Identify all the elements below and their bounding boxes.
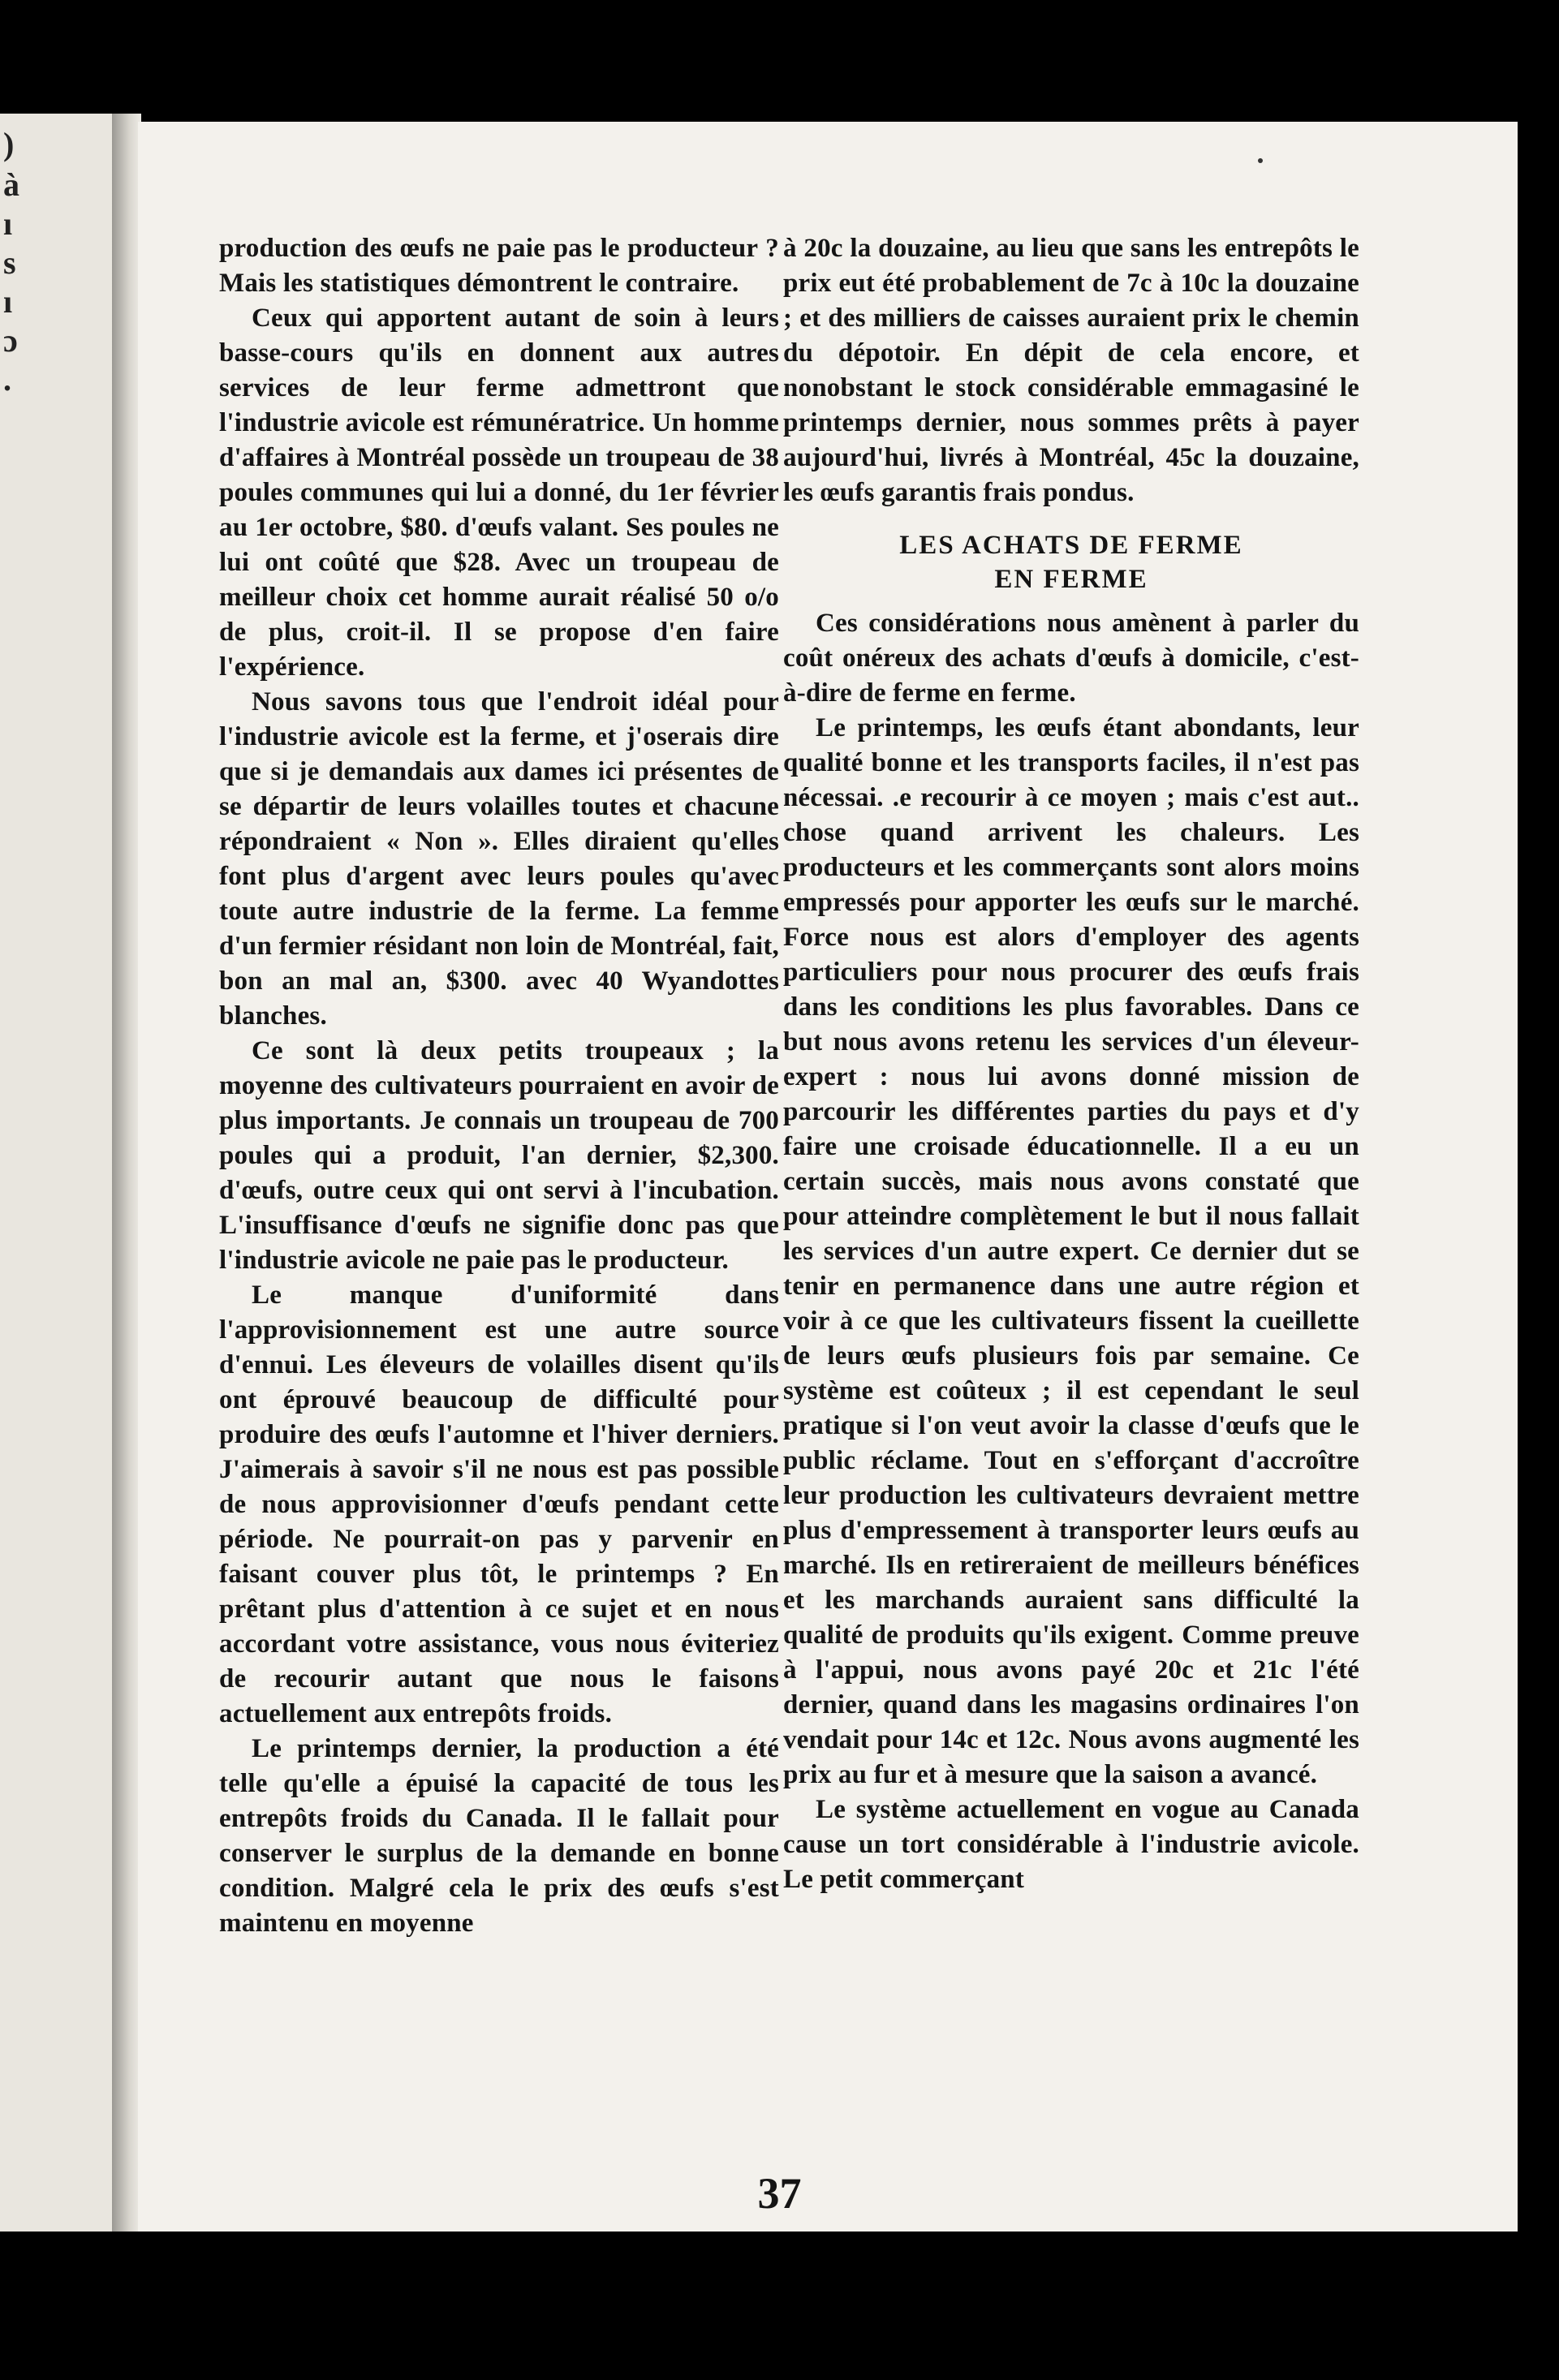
- paragraph: Ceux qui apportent autant de soin à leurs basse-cours qu'ils en donnent aux autres services de leur ferme admettront que l'industrie avicole est rémunératrice. Un homme d'affaires à Montréal possède un troupeau de 38 poules communes qui lui a donné, du 1er février au 1er octobre, $80. d'œufs valant. Ses poules ne lui ont coûté que $28. Avec un troupeau de meilleur choix cet homme aurait réalisé 50 o/o de plus, croit-il. Il se propose d'en faire l'expérience.: [219, 303, 779, 682]
- paragraph: Nous savons tous que l'endroit idéal pour l'industrie avicole est la ferme, et j'oserais dire que si je demandais aux dames ici présentes de se départir de leurs volailles toutes et chacune répondraient « Non ». Elles diraient qu'elles font plus d'argent avec leurs poules qu'avec toute autre industrie de la ferme. La femme d'un fermier résidant non loin de Montréal, fait, bon an mal an, $300. avec 40 Wyandottes blanches.: [219, 687, 779, 1031]
- edge-mark: à: [3, 166, 19, 203]
- facing-page-text-fragments: [0, 114, 24, 600]
- paragraph: Le printemps dernier, la production a été telle qu'elle a épuisé la capacité de tous les entrepôts froids du Canada. Il le fallait pour conserver le surplus de la demande en bonne condition. Malgré cela le prix des œufs s'est maintenu en moyenne: [219, 1734, 779, 1938]
- paragraph: à 20c la douzaine, au lieu que sans les entrepôts le prix eut été probablement de 7c à 10c la douzaine ; et des milliers de caisses auraient prix le chemin du dépotoir. En dépit de cela encore, et nonobstant le stock considérable emmagasiné le printemps dernier, nous sommes prêts à payer aujourd'hui, livrés à Montréal, 45c la douzaine, les œufs garantis frais pondus.: [783, 234, 1359, 507]
- edge-mark: s: [3, 244, 16, 281]
- right-text-column: [783, 231, 1359, 1897]
- edge-mark: ɔ: [3, 322, 18, 359]
- edge-mark: .: [3, 361, 11, 398]
- paragraph: Le système actuellement en vogue au Canada cause un tort considérable à l'industrie avicole. Le petit commerçant: [783, 1795, 1359, 1894]
- paragraph: Ces considérations nous amènent à parler du coût onéreux des achats d'œufs à domicile, c'est-à-dire de ferme en ferme.: [783, 609, 1359, 708]
- paragraph: production des œufs ne paie pas le producteur ? Mais les statistiques démontrent le contraire.: [219, 234, 779, 298]
- page-number: 37: [757, 2169, 802, 2218]
- edge-mark: ): [3, 126, 15, 162]
- edge-mark: ı: [3, 283, 13, 320]
- paragraph: Le printemps, les œufs étant abondants, leur qualité bonne et les transports faciles, il n'est pas nécessai. .e recourir à ce moyen ; mais c'est aut.. chose quand arrivent les chaleurs. Les producteurs et les commerçants sont alors moins empressés pour apporter les œufs sur le marché. Force nous est alors d'employer des agents particuliers pour nous procurer des œufs frais dans les conditions les plus favorables. Dans ce but nous avons retenu les services d'un éleveur-expert : nous lui avons donné mission de parcourir les différentes parties du pays et d'y faire une croisade éducationnelle. Il a eu un certain succès, mais nous avons constaté que pour atteindre complètement le but il nous fallait les services d'un autre expert. Ce dernier dut se tenir en permanence dans une autre région et voir à ce que les cultivateurs fissent la cueillette de leurs œufs plusieurs fois par semaine. Ce système est coûteux ; il est cependant le seul pratique si l'on veut avoir la classe d'œufs que le public réclame. Tout en s'efforçant d'accroître leur production les cultivateurs devraient mettre plus d'empressement à transporter leurs œufs au marché. Ils en retireraient de meilleurs bénéfices et les marchands auraient sans difficulté la qualité de produits qu'ils exigent. Comme preuve à l'appui, nous avons payé 20c et 21c l'été dernier, quand dans les magasins ordinaires l'on vendait pour 14c et 12c. Nous avons augmenté les prix au fur et à mesure que la saison a avancé.: [783, 713, 1359, 1789]
- paragraph: Ce sont là deux petits troupeaux ; la moyenne des cultivateurs pourraient en avoir de plus importants. Je connais un troupeau de 700 poules qui a produit, l'an dernier, $2,300. d'œufs, outre ceux qui ont servi à l'incubation. L'insuffisance d'œufs ne signifie donc pas que l'industrie avicole ne paie pas le producteur.: [219, 1036, 779, 1275]
- section-heading-line: LES ACHATS DE FERME: [899, 531, 1243, 560]
- paragraph: Le manque d'uniformité dans l'approvisionnement est une autre source d'ennui. Les éleveurs de volailles disent qu'ils ont éprouvé beaucoup de difficulté pour produire des œufs l'automne et l'hiver derniers. J'aimerais à savoir s'il ne nous est pas possible de nous approvisionner d'œufs pendant cette période. Ne pourrait-on pas y parvenir en faisant couver plus tôt, le printemps ? En prêtant plus d'attention à ce sujet et en nous accordant votre assistance, vous nous éviteriez de recourir autant que nous le faisons actuellement aux entrepôts froids.: [219, 1280, 779, 1728]
- book-gutter: [112, 114, 141, 2232]
- section-heading-line: EN FERME: [994, 565, 1148, 594]
- section-heading: [783, 528, 1359, 596]
- ink-speck: [1258, 158, 1263, 163]
- left-text-column: [219, 231, 779, 1941]
- edge-mark: ı: [3, 205, 13, 242]
